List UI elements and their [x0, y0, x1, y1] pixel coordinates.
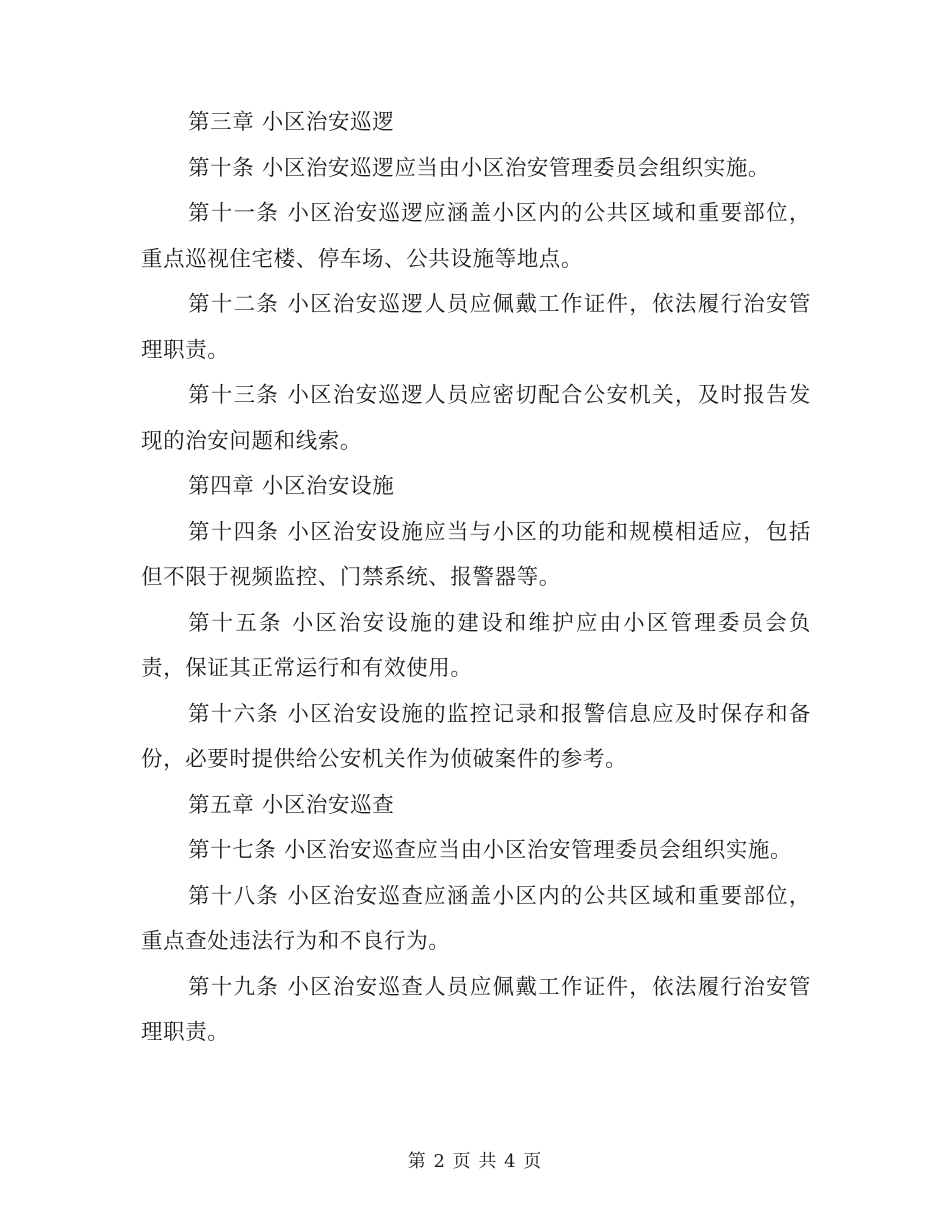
- article-18: 第十八条 小区治安巡查应涵盖小区内的公共区域和重要部位，重点查处违法行为和不良行为。: [141, 883, 811, 954]
- chapter-heading-3: 第三章 小区治安巡逻: [188, 110, 395, 135]
- article-15: 第十五条 小区治安设施的建设和维护应由小区管理委员会负责，保证其正常运行和有效使用。: [141, 610, 811, 681]
- article-11: 第十一条 小区治安巡逻应涵盖小区内的公共区域和重要部位，重点巡视住宅楼、停车场、公共设施等地点。: [141, 201, 811, 272]
- article-13: 第十三条 小区治安巡逻人员应密切配合公安机关，及时报告发现的治安问题和线索。: [141, 383, 811, 454]
- article-19: 第十九条 小区治安巡查人员应佩戴工作证件，依法履行治安管理职责。: [141, 974, 811, 1045]
- article-14: 第十四条 小区治安设施应当与小区的功能和规模相适应，包括但不限于视频监控、门禁系统、报警器等。: [141, 519, 811, 590]
- article-16: 第十六条 小区治安设施的监控记录和报警信息应及时保存和备份，必要时提供给公安机关作为侦破案件的参考。: [141, 701, 811, 772]
- chapter-heading-4: 第四章 小区治安设施: [188, 474, 395, 499]
- document-body: [141, 100, 811, 1056]
- chapter-heading-5: 第五章 小区治安巡查: [188, 792, 395, 818]
- article-12: 第十二条 小区治安巡逻人员应佩戴工作证件，依法履行治安管理职责。: [141, 292, 811, 363]
- article-10: 第十条 小区治安巡逻应当由小区治安管理委员会组织实施。: [188, 155, 771, 181]
- article-17: 第十七条 小区治安巡查应当由小区治安管理委员会组织实施。: [188, 838, 793, 863]
- page-number-footer: 第 2 页 共 4 页: [407, 1151, 543, 1172]
